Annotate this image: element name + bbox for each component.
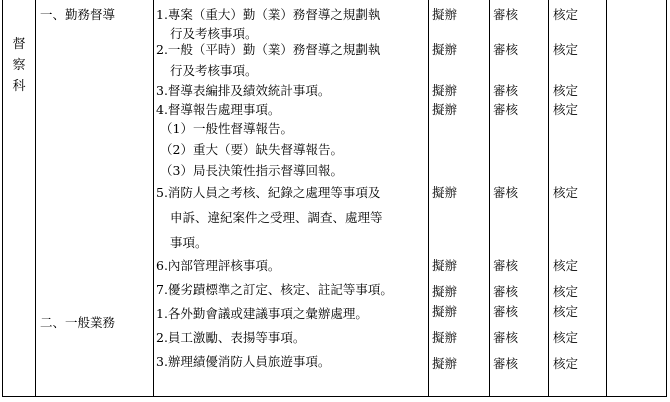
- department-char: 督: [12, 37, 26, 52]
- approve-cell: 核定: [553, 356, 579, 371]
- review-cell: 審核: [493, 7, 519, 22]
- item-text: 申訴、違紀案件之受理、調查、處理等: [170, 210, 383, 225]
- approve-cell: 核定: [553, 7, 579, 22]
- draft-cell: 擬辦: [432, 102, 458, 117]
- review-cell: 審核: [493, 258, 519, 273]
- department-char: 察: [12, 58, 26, 73]
- department-cell: [12, 34, 26, 97]
- approve-cell: 核定: [553, 330, 579, 345]
- department-char: 科: [12, 79, 26, 94]
- review-cell: 審核: [493, 356, 519, 371]
- review-cell: 審核: [493, 83, 519, 98]
- item-text: 3.辦理績優消防人員旅遊事項。: [156, 354, 331, 369]
- column-divider: [35, 0, 36, 396]
- review-cell: 審核: [493, 330, 519, 345]
- item-text: 2.員工激勵、表揚等事項。: [156, 330, 306, 345]
- draft-cell: 擬辦: [432, 185, 458, 200]
- column-divider: [489, 0, 490, 396]
- review-cell: 審核: [493, 102, 519, 117]
- review-cell: 審核: [493, 185, 519, 200]
- approve-cell: 核定: [553, 42, 579, 57]
- review-cell: 審核: [493, 304, 519, 319]
- column-divider: [606, 0, 607, 396]
- review-cell: 審核: [493, 42, 519, 57]
- review-cell: 審核: [493, 284, 519, 299]
- item-text: 3.督導表編排及績效統計事項。: [156, 83, 331, 98]
- draft-cell: 擬辦: [432, 42, 458, 57]
- item-text: 5.消防人員之考核、紀錄之處理等事項及: [156, 185, 381, 200]
- draft-cell: 擬辦: [432, 304, 458, 319]
- approve-cell: 核定: [553, 284, 579, 299]
- approve-cell: 核定: [553, 83, 579, 98]
- column-divider: [428, 0, 429, 396]
- item-text: 7.優劣蹟標準之訂定、核定、註記等事項。: [156, 282, 393, 297]
- approve-cell: 核定: [553, 102, 579, 117]
- approve-cell: 核定: [553, 185, 579, 200]
- column-divider: [548, 0, 549, 396]
- draft-cell: 擬辦: [432, 83, 458, 98]
- item-text: 4.督導報告處理事項。: [156, 102, 281, 117]
- draft-cell: 擬辦: [432, 258, 458, 273]
- table-border-left: [2, 0, 3, 396]
- draft-cell: 擬辦: [432, 330, 458, 345]
- item-text: 行及考核事項。: [170, 26, 258, 41]
- approve-cell: 核定: [553, 258, 579, 273]
- item-text: 6.內部管理評核事項。: [156, 258, 281, 273]
- draft-cell: 擬辦: [432, 7, 458, 22]
- draft-cell: 擬辦: [432, 284, 458, 299]
- item-text: （3）局長決策性指示督導回報。: [160, 163, 343, 178]
- section-title: 一、勤務督導: [40, 7, 116, 22]
- item-text: （1）一般性督導報告。: [160, 121, 293, 136]
- section-title: 二、一般業務: [40, 315, 116, 330]
- item-text: 行及考核事項。: [170, 63, 258, 78]
- approve-cell: 核定: [553, 304, 579, 319]
- table-border-right: [666, 0, 667, 396]
- column-divider: [153, 0, 154, 396]
- table-border-bottom: [2, 396, 667, 397]
- item-text: 1.專案（重大）勤（業）務督導之規劃執: [156, 7, 381, 22]
- item-text: 事項。: [170, 235, 208, 250]
- item-text: 2.一般（平時）勤（業）務督導之規劃執: [156, 42, 381, 57]
- item-text: 1.各外勤會議或建議事項之彙辦處理。: [156, 306, 368, 321]
- draft-cell: 擬辦: [432, 356, 458, 371]
- item-text: （2）重大（要）缺失督導報告。: [160, 142, 343, 157]
